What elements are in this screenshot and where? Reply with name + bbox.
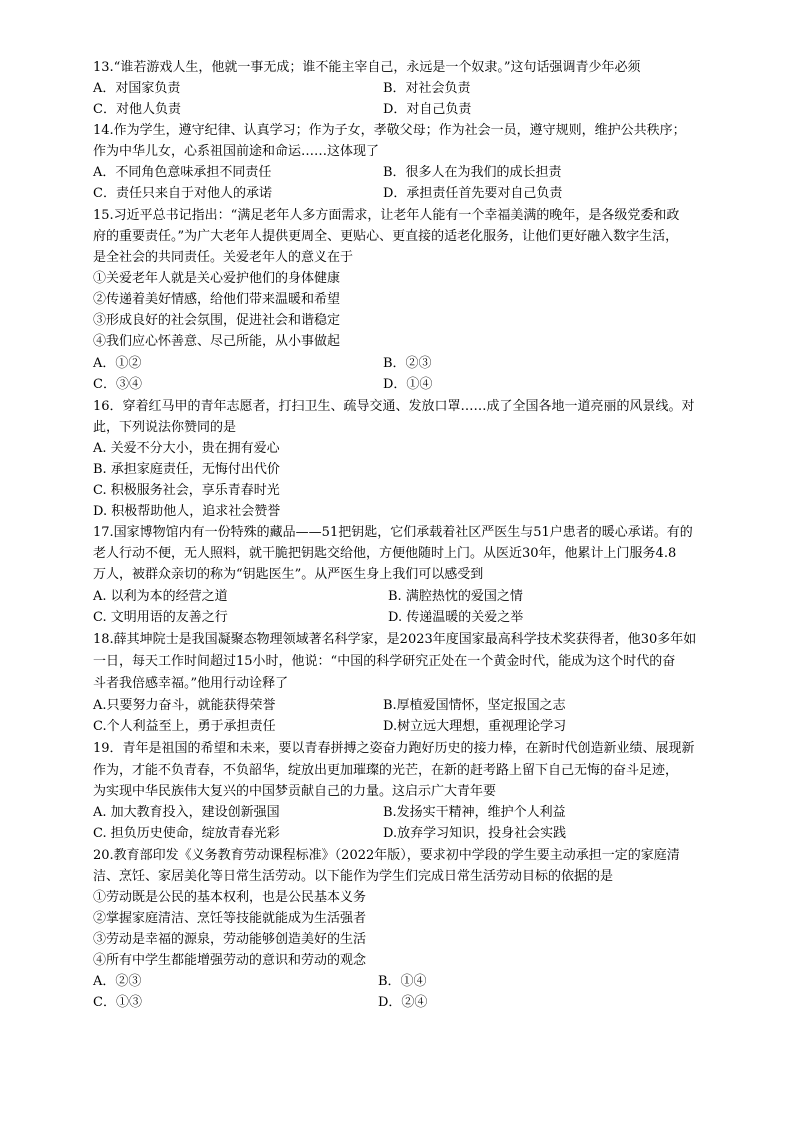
q18-option-b: B.厚植爱国情怀，坚定报国之志 <box>383 698 566 713</box>
q15-statement-1: ①关爱老年人就是关心爱护他们的身体健康 <box>93 271 341 286</box>
question-18-stem-line-3: 斗者我倍感幸福。”他用行动诠释了 <box>93 676 289 691</box>
q17-option-d: D. 传递温暖的关爱之举 <box>388 610 524 625</box>
q13-option-d: D．对自己负责 <box>383 102 472 117</box>
q20-statement-4: ④所有中学生都能增强劳动的意识和劳动的观念 <box>93 953 367 968</box>
q15-option-c: C．③④ <box>93 377 142 392</box>
q17-option-a: A. 以利为本的经营之道 <box>93 589 228 604</box>
q15-statement-4: ④我们应心怀善意、尽己所能，从小事做起 <box>93 334 341 349</box>
question-16-stem-line-1: 16．穿着红马甲的青年志愿者，打扫卫生、疏导交通、发放口罩……成了全国各地一道亮丽的风景线。对 <box>93 399 695 414</box>
q20-statement-3: ③劳动是幸福的源泉，劳动能够创造美好的生活 <box>93 932 367 947</box>
question-17-stem-line-1: 17.国家博物馆内有一份特殊的藏品——51把钥匙，它们承载着社区严医生与51户患者的暖心承诺。有的 <box>93 525 693 540</box>
question-17-stem-line-2: 老人行动不便，无人照料，就干脆把钥匙交给他，方便他随时上门。从医近30年，他累计上门服务4.8 <box>93 546 677 561</box>
q15-statement-3: ③形成良好的社会氛围，促进社会和谐稳定 <box>93 313 341 328</box>
q20-statement-2: ②掌握家庭清洁、烹饪等技能就能成为生活强者 <box>93 911 367 926</box>
q14-option-d: D．承担责任首先要对自己负责 <box>383 186 563 201</box>
q20-option-c: C．①③ <box>93 995 142 1010</box>
q19-option-a: A. 加大教育投入，建设创新强国 <box>93 805 280 820</box>
q13-option-b: B．对社会负责 <box>383 81 471 96</box>
question-14-stem-line-2: 作为中华儿女，心系祖国前途和命运……这体现了 <box>93 144 380 159</box>
q18-option-c: C.个人利益至上，勇于承担责任 <box>93 719 276 734</box>
q15-option-d: D．①④ <box>383 377 433 392</box>
q19-option-b: B.发扬实干精神，维护个人利益 <box>383 805 566 820</box>
question-15-stem-line-1: 15.习近平总书记指出：“满足老年人多方面需求，让老年人能有一个幸福美满的晚年，是各级党委和政 <box>93 208 680 223</box>
q15-option-b: B．②③ <box>383 356 432 371</box>
question-20-stem-line-1: 20.教育部印发《义务教育劳动课程标准》（2022年版），要求初中学段的学生要主动承担一定的家庭清 <box>93 848 680 863</box>
q13-option-c: C．对他人负责 <box>93 102 181 117</box>
q19-option-d: D.放弃学习知识，投身社会实践 <box>383 826 567 841</box>
q16-option-d: D. 积极帮助他人，追求社会赞誉 <box>93 504 281 519</box>
question-19-stem-line-2: 作为，才能不负青春，不负韶华，绽放出更加璀璨的光芒，在新的赶考路上留下自己无悔的奋斗足迹， <box>93 763 679 778</box>
q18-option-d: D.树立远大理想，重视理论学习 <box>383 719 567 734</box>
question-14-stem-line-1: 14.作为学生，遵守纪律、认真学习；作为子女，孝敬父母；作为社会一员，遵守规则，维护公共秩序； <box>93 123 686 138</box>
question-13-stem: 13.“谁若游戏人生，他就一事无成；谁不能主宰自己，永远是一个奴隶。”这句话强调青少年必须 <box>93 60 641 75</box>
question-18-stem-line-1: 18.薛其坤院士是我国凝聚态物理领域著名科学家，是2023年度国家最高科学技术奖获得者，他30多年如 <box>93 632 697 647</box>
q14-option-a: A．不同角色意味承担不同责任 <box>93 165 272 180</box>
question-17-stem-line-3: 万人，被群众亲切的称为“钥匙医生”。从严医生身上我们可以感受到 <box>93 567 484 582</box>
q19-option-c: C. 担负历史使命，绽放青春光彩 <box>93 826 280 841</box>
q20-option-d: D．②④ <box>378 995 428 1010</box>
q14-option-c: C．责任只来自于对他人的承诺 <box>93 186 272 201</box>
question-15-stem-line-3: 是全社会的共同责任。关爱老年人的意义在于 <box>93 250 354 265</box>
q16-option-c: C. 积极服务社会，享乐青春时光 <box>93 483 280 498</box>
q13-option-a: A．对国家负责 <box>93 81 181 96</box>
q15-statement-2: ②传递着美好情感，给他们带来温暖和希望 <box>93 292 341 307</box>
question-19-stem-line-1: 19．青年是祖国的希望和未来，要以青春拼搏之姿奋力跑好历史的接力棒，在新时代创造新业绩、展现新 <box>93 741 695 756</box>
q16-option-a: A. 关爱不分大小，贵在拥有爱心 <box>93 441 280 456</box>
question-16-stem-line-2: 此，下列说法你赞同的是 <box>93 420 237 435</box>
q20-option-b: B．①④ <box>378 974 427 989</box>
question-15-stem-line-2: 府的重要责任。”为广大老年人提供更周全、更贴心、更直接的适老化服务，让他们更好融入数字生活， <box>93 229 679 244</box>
question-20-stem-line-2: 洁、烹饪、家居美化等日常生活劳动。以下能作为学生们完成日常生活劳动目标的依据的是 <box>93 869 614 884</box>
q15-option-a: A．①② <box>93 356 142 371</box>
question-19-stem-line-3: 为实现中华民族伟大复兴的中国梦贡献自己的力量。这启示广大青年要 <box>93 784 497 799</box>
q14-option-b: B．很多人在为我们的成长担责 <box>383 165 562 180</box>
q17-option-c: C. 文明用语的友善之行 <box>93 610 228 625</box>
q17-option-b: B. 满腔热忱的爱国之情 <box>388 589 523 604</box>
q20-statement-1: ①劳动既是公民的基本权利，也是公民基本义务 <box>93 890 367 905</box>
question-18-stem-line-2: 一日，每天工作时间超过15小时，他说：“中国的科学研究正处在一个黄金时代，能成为这个时代的奋 <box>93 654 676 669</box>
q16-option-b: B. 承担家庭责任，无悔付出代价 <box>93 462 280 477</box>
q18-option-a: A.只要努力奋斗，就能获得荣誉 <box>93 698 276 713</box>
q20-option-a: A．②③ <box>93 974 142 989</box>
